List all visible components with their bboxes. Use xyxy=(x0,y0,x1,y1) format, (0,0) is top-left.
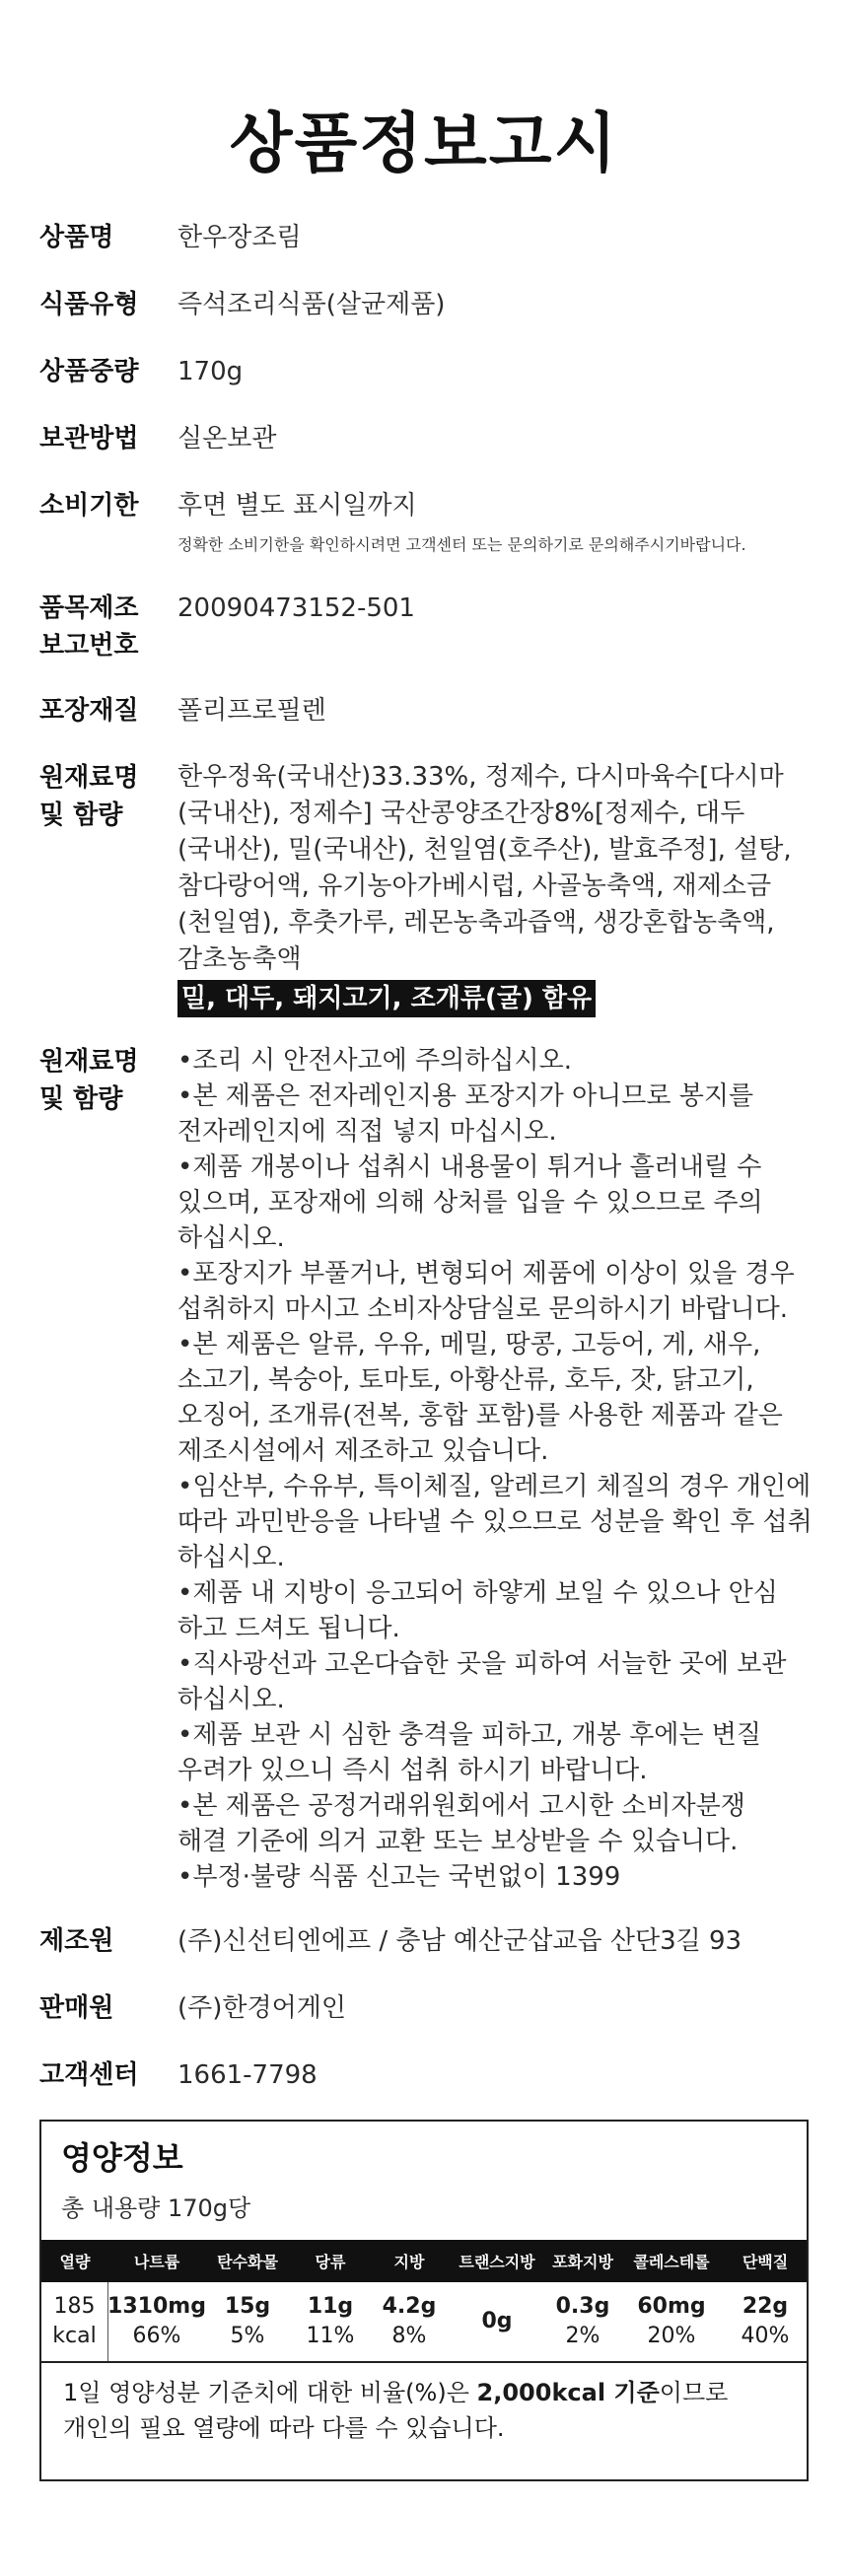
nutrition-subtitle: 총 내용량 170g당 xyxy=(61,2194,251,2222)
nutrition-header-cell: 당류 xyxy=(315,2253,346,2271)
nutrition-header-cell: 나트륨 xyxy=(133,2253,180,2271)
nutrition-percent: 11% xyxy=(306,2324,355,2348)
nutrition-header-cell: 포화지방 xyxy=(552,2253,613,2271)
nutrition-header-cell: 콜레스테롤 xyxy=(633,2253,710,2271)
nutrition-percent: 8% xyxy=(391,2324,427,2348)
nutrition-percent: 2% xyxy=(565,2324,601,2348)
nutrition-header-cell: 탄수화물 xyxy=(217,2253,278,2271)
caution-line: 제조시설에서 제조하고 있습니다. xyxy=(177,1436,549,1466)
nutrition-percent: 5% xyxy=(230,2324,265,2348)
caution-line: •직사광선과 고온다습한 곳을 피하여 서늘한 곳에 보관 xyxy=(177,1649,787,1679)
nutrition-header-cell: 단백질 xyxy=(742,2253,789,2271)
storage-value: 실온보관 xyxy=(177,424,277,453)
packaging-value: 폴리프로필렌 xyxy=(177,696,326,726)
customer-center-value: 1661-7798 xyxy=(177,2060,318,2090)
nutrition-amount: 11g xyxy=(307,2294,354,2319)
nutrition-cell-cholesterol xyxy=(619,2282,724,2361)
caution-line: 하고 드셔도 됩니다. xyxy=(177,1614,400,1643)
seller-label: 판매원 xyxy=(39,1993,114,2023)
nutrition-amount: 4.2g xyxy=(382,2294,437,2319)
caution-line: 있으며, 포장재에 의해 상처를 입을 수 있으므로 주의 xyxy=(177,1188,763,1218)
nutrition-amount: 185 xyxy=(53,2294,96,2319)
weight-label: 상품중량 xyxy=(39,357,139,386)
product-name-value: 한우장조림 xyxy=(177,223,302,252)
caution-line: •조리 시 안전사고에 주의하십시오. xyxy=(177,1046,573,1076)
caution-line: 하십시오. xyxy=(177,1685,285,1714)
cautions-value xyxy=(177,1043,848,1895)
caution-line: 소고기, 복숭아, 토마토, 아황산류, 호두, 잣, 닭고기, xyxy=(177,1365,754,1395)
caution-line: •본 제품은 전자레인지용 포장지가 아니므로 봉지를 xyxy=(177,1081,754,1111)
expiry-value-block xyxy=(177,487,848,558)
ingredients-line: 참다랑어액, 유기농아가베시럽, 사골농축액, 재제소금 xyxy=(177,871,772,901)
caution-line: 해결 기준에 의거 교환 또는 보상받을 수 있습니다. xyxy=(177,1827,739,1856)
caution-line: 오징어, 조개류(전복, 홍합 포함)를 사용한 제품과 같은 xyxy=(177,1401,783,1430)
nutrition-percent: 20% xyxy=(647,2324,696,2348)
ingredients-label: 원재료명 및 함량 xyxy=(39,763,139,830)
food-type-label: 식품유형 xyxy=(39,290,139,319)
caution-line: 하십시오. xyxy=(177,1223,285,1253)
caution-line: 하십시오. xyxy=(177,1543,285,1572)
nutrition-header-row xyxy=(41,2240,807,2282)
caution-line: •본 제품은 알류, 우유, 메밀, 땅콩, 고등어, 게, 새우, xyxy=(177,1330,761,1359)
food-type-value: 즉석조리식품(살균제품) xyxy=(177,290,446,319)
nutrition-cell-protein xyxy=(724,2282,807,2361)
customer-center-label: 고객센터 xyxy=(39,2060,139,2090)
nutrition-amount: 60mg xyxy=(637,2294,706,2319)
cautions-label: 원재료명 및 함량 xyxy=(39,1047,139,1114)
nutrition-header-cell: 트랜스지방 xyxy=(459,2253,535,2271)
caution-line: •포장지가 부풀거나, 변형되어 제품에 이상이 있을 경우 xyxy=(177,1259,795,1288)
manufacturer-value: (주)신선티엔에프 / 충남 예산군삽교읍 산단3길 93 xyxy=(177,1926,742,1956)
nutrition-cell-trans-fat xyxy=(448,2282,546,2361)
nutrition-percent: 40% xyxy=(741,2324,790,2348)
packaging-label: 포장재질 xyxy=(39,696,139,726)
caution-line: 전자레인지에 직접 넣지 마십시오. xyxy=(177,1117,557,1147)
ingredients-line: (국내산), 정제수] 국산콩양조간장8%[정제수, 대두 xyxy=(177,799,745,828)
expiry-note: 정확한 소비기한을 확인하시려면 고객센터 또는 문의하기로 문의해주시기바랍니다. xyxy=(177,535,746,554)
nutrition-cell-sodium xyxy=(108,2282,205,2361)
caution-line: •제품 보관 시 심한 충격을 피하고, 개봉 후에는 변질 xyxy=(177,1720,762,1750)
nutrition-percent: 66% xyxy=(132,2324,181,2348)
report-number-value: 20090473152-501 xyxy=(177,593,415,623)
storage-label: 보관방법 xyxy=(39,424,139,453)
caution-line: •부정·불량 식품 신고는 국번없이 1399 xyxy=(177,1862,621,1892)
caution-line: 따라 과민반응을 나타낼 수 있으므로 성분을 확인 후 섭취 xyxy=(177,1507,813,1537)
allergen-badge: 밀, 대두, 돼지고기, 조개류(굴) 함유 xyxy=(177,980,596,1017)
page-title: 상품정보고시 xyxy=(229,105,619,181)
expiry-value: 후면 별도 표시일까지 xyxy=(177,491,417,521)
nutrition-value-row xyxy=(41,2282,807,2363)
weight-value: 170g xyxy=(177,357,244,386)
nutrition-header-cell: 지방 xyxy=(393,2253,425,2271)
manufacturer-label: 제조원 xyxy=(39,1926,114,1956)
caution-line: •제품 내 지방이 응고되어 하얗게 보일 수 있으나 안심 xyxy=(177,1578,778,1608)
nutrition-amount: 0g xyxy=(481,2309,513,2333)
ingredients-line: (천일염), 후춧가루, 레몬농축과즙액, 생강혼합농축액, xyxy=(177,908,775,938)
ingredients-line: 한우정육(국내산)33.33%, 정제수, 다시마육수[다시마 xyxy=(177,762,784,792)
nutrition-footnote: 1일 영양성분 기준치에 대한 비율(%)은 2,000kcal 기준이므로 개인의 필요 열량에 따라 다를 수 있습니다. xyxy=(63,2379,729,2442)
ingredients-value xyxy=(177,759,848,1017)
nutrition-amount: 15g xyxy=(224,2294,271,2319)
ingredients-line: 감초농축액 xyxy=(177,944,302,974)
nutrition-cell-calories xyxy=(41,2282,108,2361)
seller-value: (주)한경어게인 xyxy=(177,1993,346,2023)
caution-line: •임산부, 수유부, 특이체질, 알레르기 체질의 경우 개인에 xyxy=(177,1472,812,1501)
caution-line: 섭취하지 마시고 소비자상담실로 문의하시기 바랍니다. xyxy=(177,1294,788,1324)
expiry-label: 소비기한 xyxy=(39,491,139,521)
nutrition-amount: 1310mg xyxy=(107,2294,206,2319)
caution-line: •본 제품은 공정거래위원회에서 고시한 소비자분쟁 xyxy=(177,1791,745,1821)
nutrition-box xyxy=(39,2120,809,2481)
nutrition-cell-saturated-fat xyxy=(546,2282,619,2361)
nutrition-title: 영양정보 xyxy=(61,2139,183,2177)
caution-line: •제품 개봉이나 섭취시 내용물이 튀거나 흘러내릴 수 xyxy=(177,1152,762,1182)
nutrition-percent: kcal xyxy=(52,2324,97,2348)
nutrition-cell-sugars xyxy=(290,2282,371,2361)
nutrition-table xyxy=(41,2240,807,2363)
nutrition-cell-carbohydrate xyxy=(205,2282,290,2361)
nutrition-amount: 22g xyxy=(742,2294,789,2319)
nutrition-amount: 0.3g xyxy=(555,2294,610,2319)
caution-line: 우려가 있으니 즉시 섭취 하시기 바랍니다. xyxy=(177,1756,648,1785)
nutrition-footnote-emphasis: 2,000kcal 기준 xyxy=(476,2379,660,2406)
product-name-label: 상품명 xyxy=(39,223,114,252)
nutrition-cell-fat xyxy=(371,2282,448,2361)
nutrition-header-cell: 열량 xyxy=(59,2253,91,2271)
report-number-label: 품목제조 보고번호 xyxy=(39,593,139,661)
ingredients-line: (국내산), 밀(국내산), 천일염(호주산), 발효주정], 설탕, xyxy=(177,835,792,865)
